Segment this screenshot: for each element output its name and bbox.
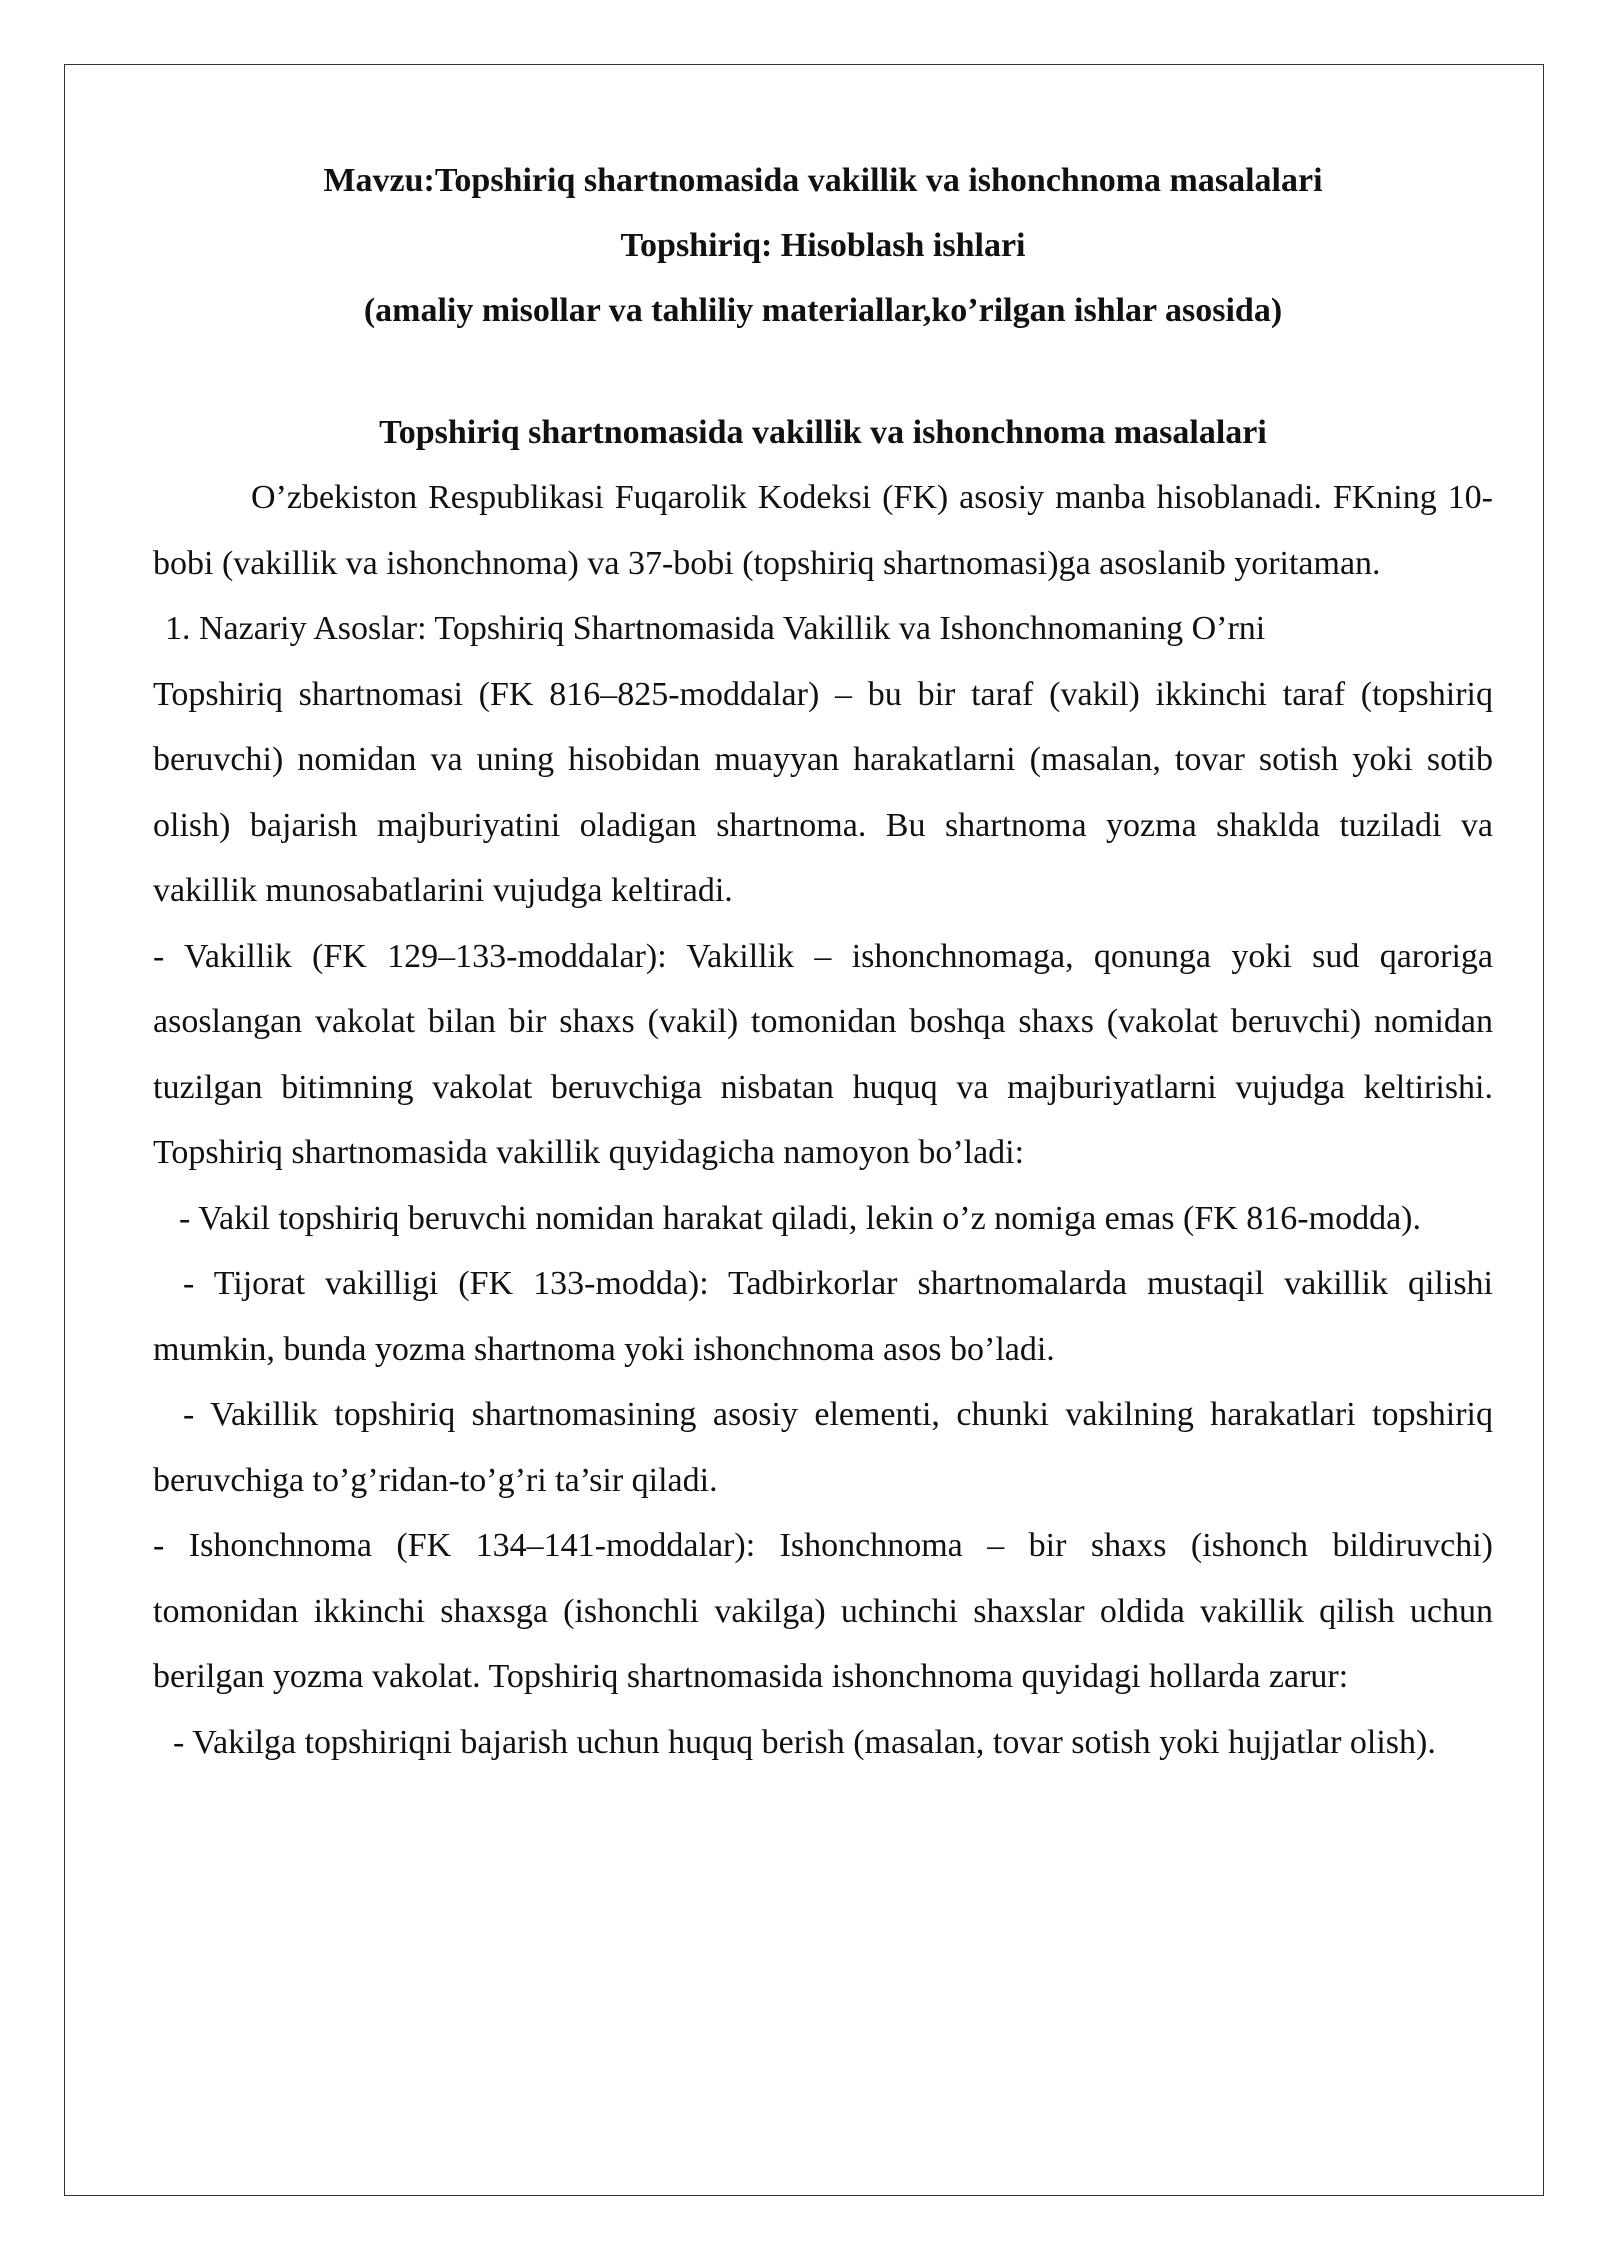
paragraph-vakillik: - Vakillik (FK 129–133-moddalar): Vakillik – ishonchnomaga, qonunga yoki sud qaroriga asoslangan vakolat bilan bir shaxs (vakil) tomonidan boshqa shaxs (vakolat beruvchi) nomidan tuzilgan bitimning vakolat beruvchiga nisbatan huquq va majburiyatlarni vujudga keltirishi. Topshiriq shartnomasida vakillik quyidagicha namoyon bo’ladi: bbox=[153, 937, 1493, 1171]
bullet-vakillik-element: - Vakillik topshiriq shartnomasining asosiy elementi, chunki vakilning harakatlari topshiriq beruvchiga to’g’ridan-to’g’ri ta’sir qiladi. bbox=[153, 1396, 1493, 1499]
task-note: (amaliy misollar va tahliliy materiallar,ko’rilgan ishlar asosida) bbox=[363, 292, 1283, 329]
task-line: Topshiriq: Hisoblash ishlari bbox=[620, 227, 1026, 264]
paragraph-ishonchnoma: - Ishonchnoma (FK 134–141-moddalar): Ishonchnoma – bir shaxs (ishonch bildiruvchi) tomonidan ikkinchi shaxsga (ishonchli vakilga) uchinchi shaxslar oldida vakillik qilish uchun berilgan yozma vakolat. Topshiriq shartnomasida ishonchnoma quyidagi hollarda zarur: bbox=[153, 1527, 1493, 1695]
section-title: Topshiriq shartnomasida vakillik va ishonchnoma masalalari bbox=[379, 414, 1267, 451]
paragraph-topshiriq-definition: Topshiriq shartnomasi (FK 816–825-moddalar) – bu bir taraf (vakil) ikkinchi taraf (topshiriq beruvchi) nomidan va uning hisobidan muayyan harakatlarni (masalan, tovar sotish yoki sotib olish) bajarish majburiyatini oladigan shartnoma. Bu shartnoma yozma shaklda tuziladi va vakillik munosabatlarini vujudga keltiradi. bbox=[153, 675, 1493, 909]
intro-paragraph: O’zbekiston Respublikasi Fuqarolik Kodeksi (FK) asosiy manba hisoblanadi. FKning 10-bobi (vakillik va ishonchnoma) va 37-bobi (topshiriq shartnomasi)ga asoslanib yoritaman. bbox=[153, 479, 1493, 582]
bullet-tijorat-vakilligi: - Tijorat vakilligi (FK 133-modda): Tadbirkorlar shartnomalarda mustaqil vakillik qilishi mumkin, bunda yozma shartnoma yoki ishonchnoma asos bo’ladi. bbox=[153, 1265, 1493, 1368]
document-body bbox=[153, 148, 1493, 1775]
spacer bbox=[153, 343, 1493, 400]
bullet-vakilga-huquq: - Vakilga topshiriqni bajarish uchun huquq berish (masalan, tovar sotish yoki hujjatlar olish). bbox=[173, 1723, 1436, 1761]
bullet-vakil: - Vakil topshiriq beruvchi nomidan harakat qiladi, lekin o’z nomiga emas (FK 816-modda). bbox=[179, 1199, 1421, 1237]
document-title: Mavzu:Topshiriq shartnomasida vakillik va ishonchnoma masalalari bbox=[323, 162, 1323, 199]
section-heading-theory: 1. Nazariy Asoslar: Topshiriq Shartnomasida Vakillik va Ishonchnomaning O’rni bbox=[165, 610, 1266, 647]
